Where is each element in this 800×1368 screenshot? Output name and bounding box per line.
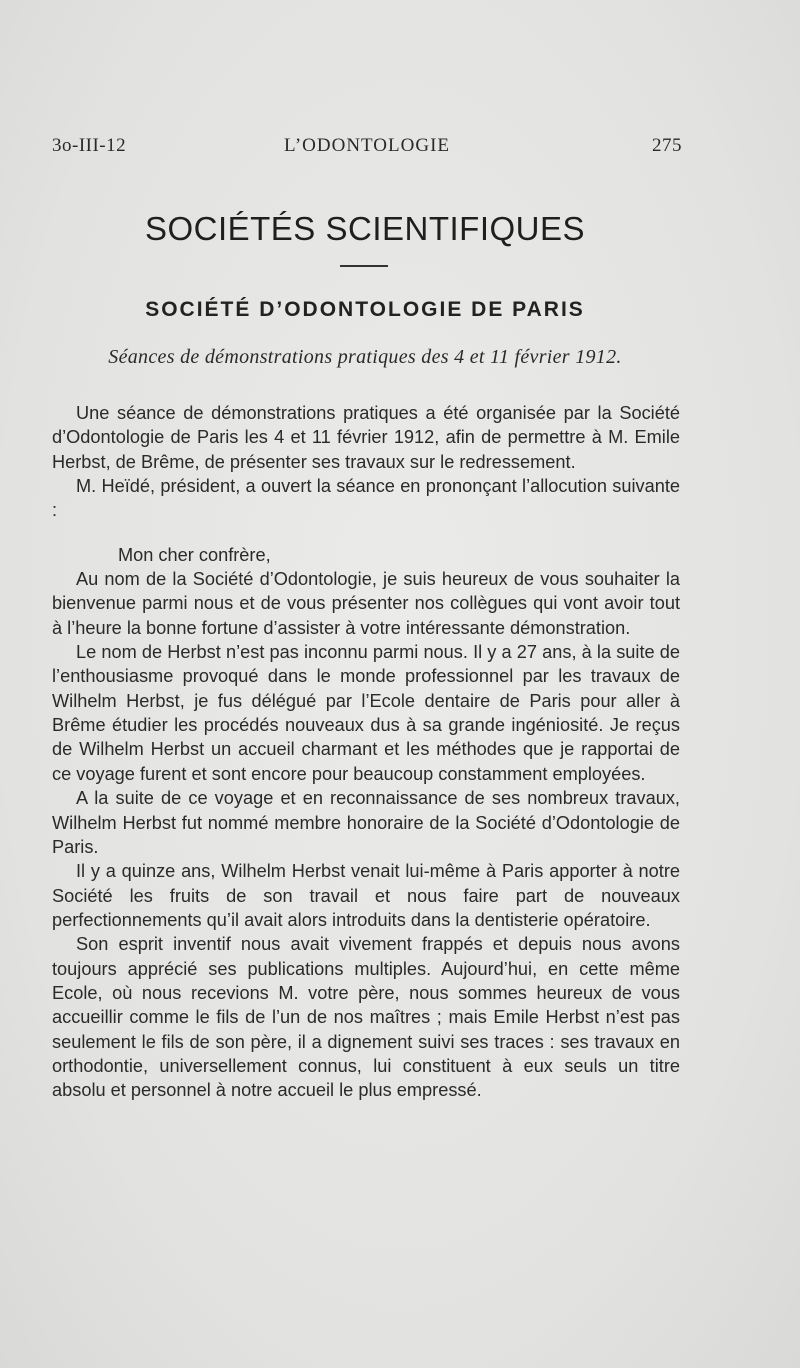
page-number: 275 (652, 135, 682, 156)
speech-paragraph: A la suite de ce voyage et en reconnaissance de ses nombreux travaux, Wilhelm Herbst fut nommé membre honoraire de la Société d’Odontologie de Paris. (52, 788, 680, 857)
speech-paragraph: Au nom de la Société d’Odontologie, je suis heureux de vous souhaiter la bienvenue parmi nous et de vous présenter nos collègues qui vont avoir tout à l’heure la bonne fortune d’assister à votre intéressante démonstration. (52, 569, 680, 638)
paragraph-intro: Une séance de démonstrations pratiques a été organisée par la Société d’Odontologie de Paris les 4 et 11 février 1912, afin de permettre à M. Emile Herbst, de Brême, de présenter ses travaux sur le redressement. (52, 403, 680, 472)
journal-title: L’ODONTOLOGIE (283, 135, 451, 156)
society-title: SOCIÉTÉ D’ODONTOLOGIE DE PARIS (145, 298, 585, 321)
issue-date: 3o-III-12 (52, 135, 127, 156)
section-title: SOCIÉTÉS SCIENTIFIQUES (144, 210, 586, 247)
salutation: Mon cher confrère, (118, 544, 271, 565)
article-body (52, 401, 680, 1103)
session-subtitle: Séances de démonstrations pratiques des 4 et 11 février 1912. (108, 346, 622, 368)
speech-paragraph: Son esprit inventif nous avait vivement frappés et depuis nous avons toujours apprécié ses publications multiples. Aujourd’hui, en cette même Ecole, où nous recevions M. votre père, nous sommes heureux de vous accueillir comme le fils de l’un de nos maîtres ; mais Emile Herbst n’est pas seulement le fils de son père, il a dignement suivi ses traces : ses travaux en orthodontie, universellement connus, lui constituent à eux seuls un titre absolu et personnel à notre accueil le plus empressé. (52, 934, 680, 1101)
speech-paragraph: Le nom de Herbst n’est pas inconnu parmi nous. Il y a 27 ans, à la suite de l’enthousiasme provoqué dans le monde professionnel par les travaux de Wilhelm Herbst, je fus délégué par l’Ecole dentaire de Paris pour aller à Brême étudier les procédés nouveaux dus à sa grande ingéniosité. Je reçus de Wilhelm Herbst un accueil charmant et les méthodes que je rapportai de ce voyage furent et sont encore pour beaucoup constamment employées. (52, 642, 680, 784)
title-rule (340, 265, 388, 267)
speech-paragraph: Il y a quinze ans, Wilhelm Herbst venait lui-même à Paris apporter à notre Société les fruits de son travail et nous faire part de nouveaux perfectionnements qu’il avait alors introduits dans la dentisterie opératoire. (52, 861, 680, 930)
running-head (52, 135, 682, 163)
paragraph-president: M. Heïdé, président, a ouvert la séance en prononçant l’allocution suivante : (52, 476, 680, 521)
